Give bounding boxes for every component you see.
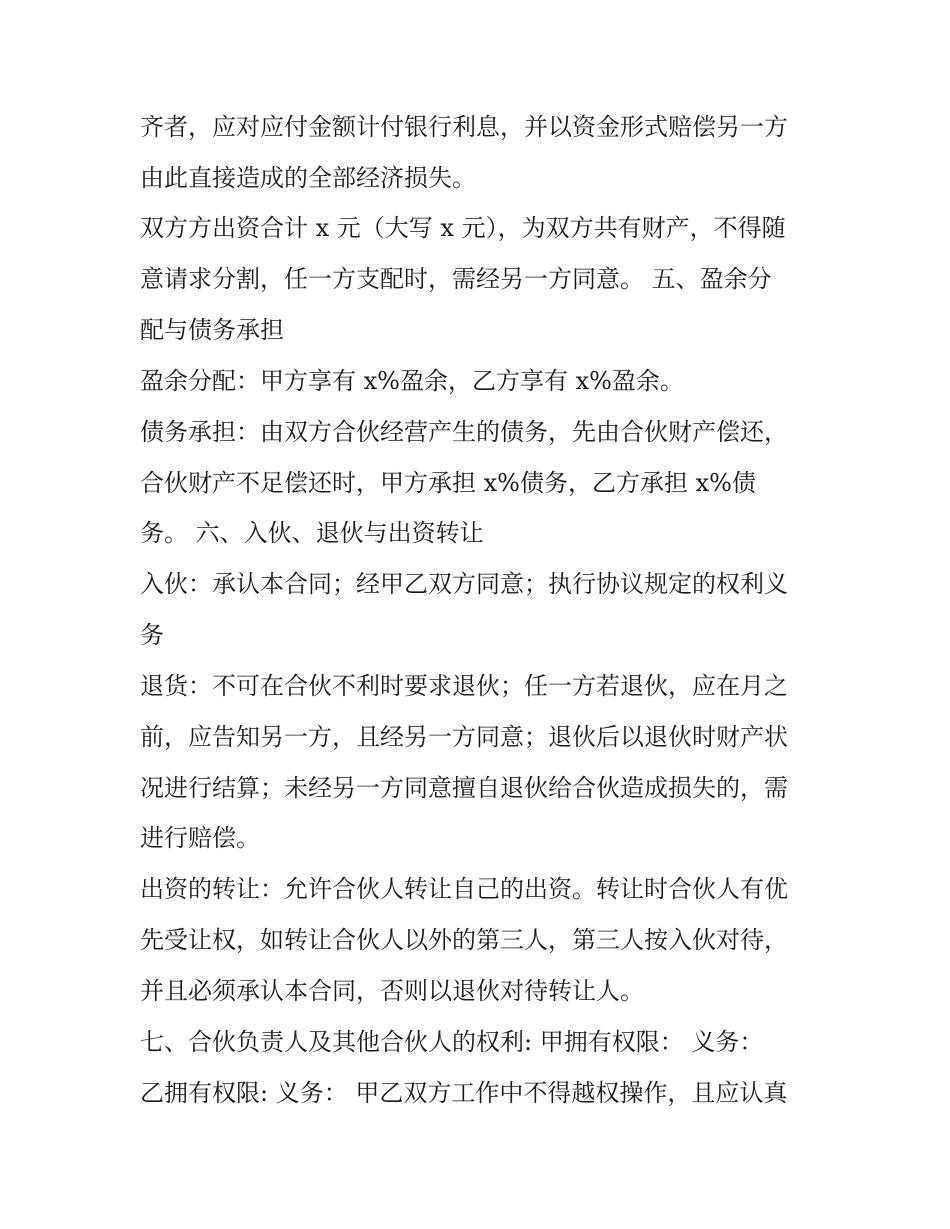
text-line: 配与债务承担	[140, 316, 284, 344]
text-line: 退货：不可在合伙不利时要求退伙；任一方若退伙，应在月之	[140, 672, 788, 700]
text-line: 前，应告知另一方，且经另一方同意；退伙后以退伙时财产状	[140, 723, 788, 751]
text-line: 合伙财产不足偿还时，甲方承担 x%债务，乙方承担 x%债	[140, 469, 756, 497]
text-line: 况进行结算；未经另一方同意擅自退伙给合伙造成损失的，需	[140, 774, 788, 802]
text-line: 务。 六、入伙、退伙与出资转让	[140, 519, 484, 547]
text-line: 七、合伙负责人及其他合伙人的权利: 甲拥有权限： 义务：	[140, 1028, 764, 1056]
text-line: 意请求分割，任一方支配时，需经另一方同意。 五、盈余分	[140, 265, 772, 293]
text-line: 双方方出资合计 x 元（大写 x 元），为双方共有财产，不得随	[140, 214, 786, 242]
text-line: 乙拥有权限: 义务： 甲乙双方工作中不得越权操作，且应认真	[140, 1079, 788, 1107]
text-line: 齐者，应对应付金额计付银行利息，并以资金形式赔偿另一方	[140, 113, 788, 141]
text-line: 先受让权，如转让合伙人以外的第三人，第三人按入伙对待，	[140, 926, 788, 954]
text-line: 务	[140, 621, 164, 649]
text-line: 入伙：承认本合同；经甲乙双方同意；执行协议规定的权利义	[140, 570, 788, 598]
text-line: 盈余分配：甲方享有 x%盈余，乙方享有 x%盈余。	[140, 367, 684, 395]
text-line: 出资的转让：允许合伙人转让自己的出资。转让时合伙人有优	[140, 875, 788, 903]
text-line: 并且必须承认本合同，否则以退伙对待转让人。	[140, 977, 644, 1005]
text-line: 由此直接造成的全部经济损失。	[140, 164, 476, 192]
text-line: 债务承担：由双方合伙经营产生的债务，先由合伙财产偿还，	[140, 418, 788, 446]
text-line: 进行赔偿。	[140, 824, 260, 852]
